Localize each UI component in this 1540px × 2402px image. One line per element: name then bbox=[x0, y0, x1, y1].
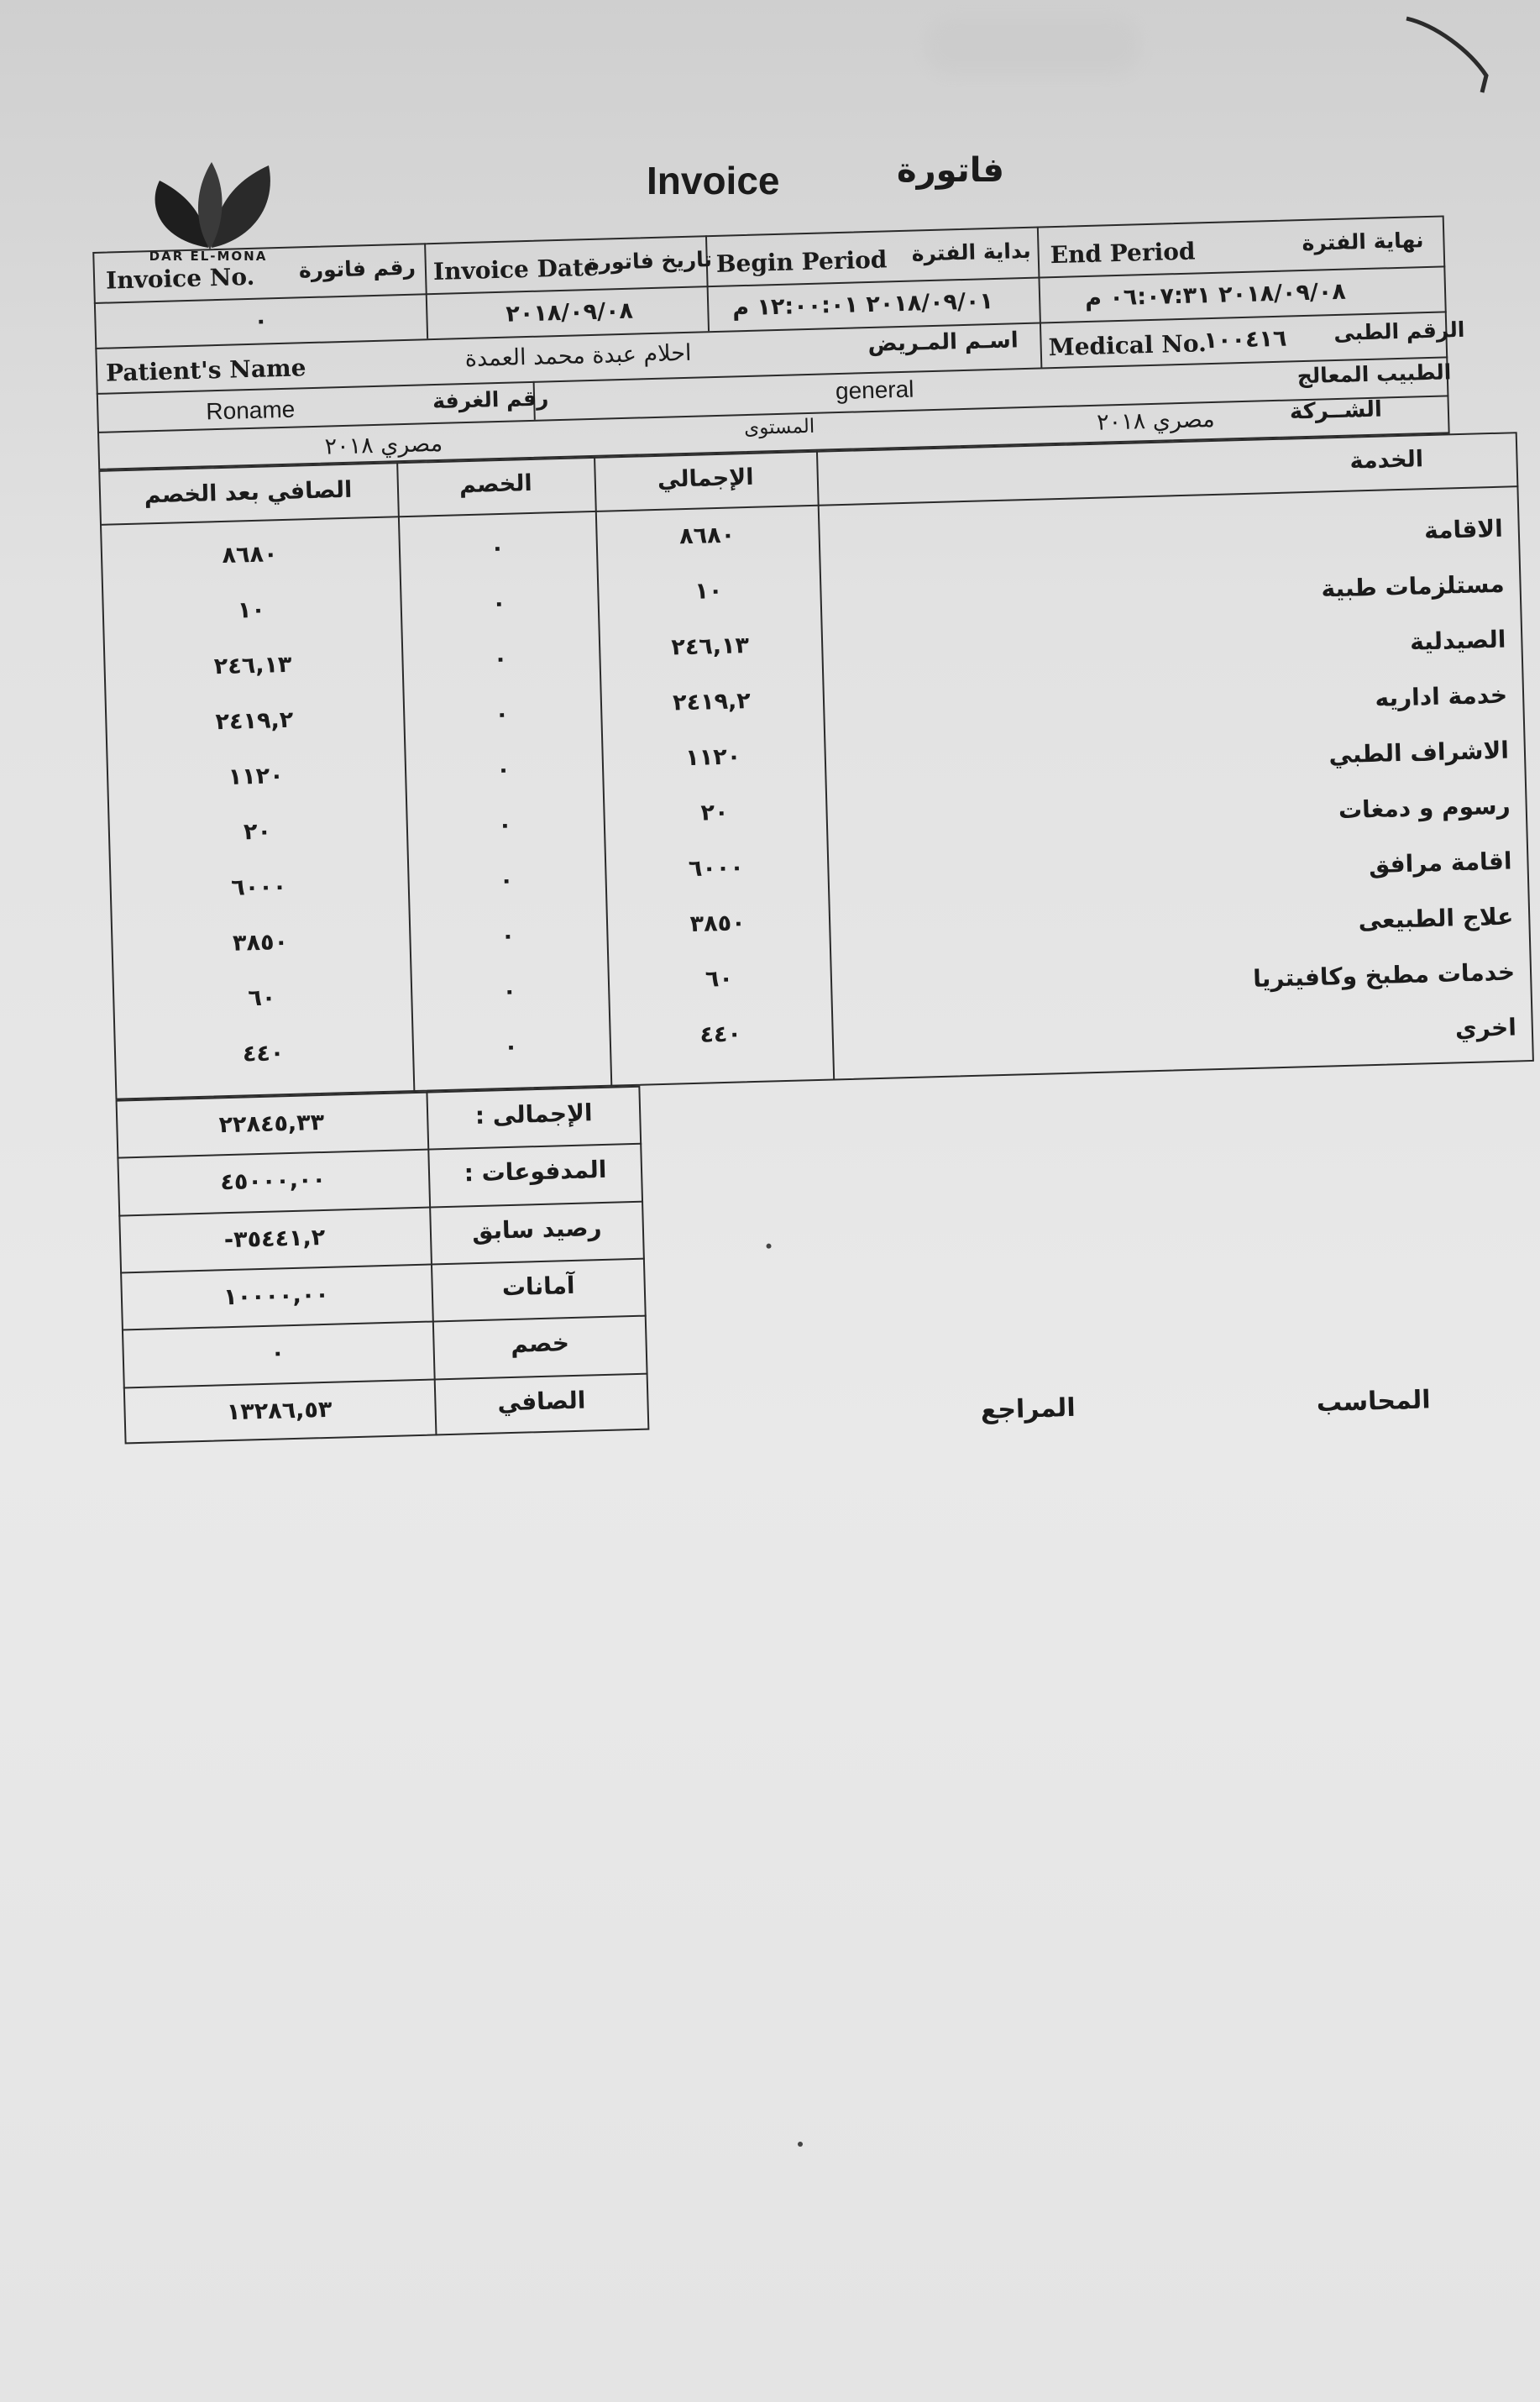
doctor-label-ar: الطبيب المعالج bbox=[1296, 359, 1452, 389]
row-service: اقامة مرافق bbox=[1368, 847, 1512, 879]
row-service: الاشراف الطبي bbox=[1328, 736, 1510, 769]
end-period-label-en: End Period bbox=[1050, 237, 1196, 270]
row-discount: ٠ bbox=[499, 867, 514, 894]
doctor-value: general bbox=[835, 375, 914, 405]
pen-mark bbox=[1402, 8, 1503, 101]
row-discount: ٠ bbox=[491, 590, 506, 617]
row-discount: ٠ bbox=[495, 756, 511, 784]
row-service: الاقامة bbox=[1423, 514, 1504, 545]
invoice-no-label-ar: رقم فاتورة bbox=[298, 254, 416, 283]
row-discount: ٠ bbox=[502, 978, 517, 1005]
summary-label: رصيد سابق bbox=[471, 1213, 602, 1245]
company-label-ar: الشــركة bbox=[1289, 396, 1383, 425]
summary-value: ١٣٢٨٦,٥٣ bbox=[226, 1396, 333, 1425]
summary-value: ٠ bbox=[270, 1340, 285, 1366]
row-total: ٢٤٦,١٣ bbox=[670, 632, 750, 661]
summary-label: الإجمالى : bbox=[474, 1099, 593, 1130]
header-discount: الخصم bbox=[458, 469, 533, 499]
level-value: مصري ٢٠١٨ bbox=[324, 430, 443, 460]
stray-dot bbox=[798, 2142, 803, 2147]
row-discount: ٠ bbox=[493, 645, 508, 673]
row-net: ٣٨٥٠ bbox=[232, 929, 289, 957]
invoice-no-label-en: Invoice No. bbox=[105, 262, 255, 295]
row-total: ١١٢٠ bbox=[684, 743, 741, 772]
row-total: ٤٤٠ bbox=[699, 1020, 742, 1048]
summary-label: آمانات bbox=[501, 1271, 575, 1302]
invoice-date-value: ٢٠١٨/٠٩/٠٨ bbox=[505, 297, 634, 328]
row-service: خدمات مطبخ وكافيتريا bbox=[1252, 957, 1516, 993]
row-service: مستلزمات طبية bbox=[1321, 569, 1505, 603]
begin-period-value: ٢٠١٨/٠٩/٠١ ١٢:٠٠:٠١ م bbox=[731, 288, 994, 322]
header-net-after-discount: الصافي بعد الخصم bbox=[144, 476, 353, 509]
row-service: علاج الطبيعى bbox=[1358, 902, 1514, 935]
invoice-sheet bbox=[92, 207, 1540, 1539]
brand-name: DAR EL-MONA bbox=[149, 249, 268, 264]
row-net: ٨٦٨٠ bbox=[222, 541, 278, 569]
room-label-ar: رقم الغرفة bbox=[432, 385, 549, 414]
row-discount: ٠ bbox=[500, 922, 516, 950]
invoice-no-value: ٠ bbox=[254, 307, 269, 334]
medical-no-value: ١٠٠٤١٦ bbox=[1203, 325, 1287, 354]
row-service: رسوم و دمغات bbox=[1338, 791, 1511, 825]
invoice-date-label-ar: تاريخ فاتورة bbox=[586, 247, 713, 275]
row-total: ٢٠ bbox=[700, 799, 729, 826]
header-total: الإجمالي bbox=[657, 464, 754, 493]
row-net: ١٠ bbox=[237, 596, 266, 624]
summary-value: ١٠٠٠٠,٠٠ bbox=[223, 1281, 330, 1311]
end-period-label-ar: نهاية الفترة bbox=[1302, 228, 1424, 256]
begin-period-label-en: Begin Period bbox=[715, 245, 888, 278]
patient-name-label-en: Patient's Name bbox=[105, 354, 306, 387]
row-net: ٢٤٦,١٣ bbox=[213, 651, 292, 680]
company-value: مصري ٢٠١٨ bbox=[1096, 406, 1216, 436]
accountant-signature-label: المحاسب bbox=[1316, 1385, 1432, 1419]
summary-label: الصافي bbox=[497, 1386, 586, 1416]
summary-value: ٤٥٠٠٠,٠٠ bbox=[220, 1167, 327, 1196]
summary-value: ٢٢٨٤٥,٣٣ bbox=[218, 1109, 325, 1139]
row-net: ٦٠٠٠ bbox=[230, 873, 287, 901]
invoice-date-label-en: Invoice Date bbox=[432, 253, 600, 286]
paper-scuff bbox=[924, 17, 1142, 76]
row-service: الصيدلية bbox=[1409, 625, 1506, 656]
row-total: ٨٦٨٠ bbox=[678, 522, 736, 550]
row-discount: ٠ bbox=[490, 534, 505, 562]
row-net: ٦٠ bbox=[247, 984, 276, 1012]
row-discount: ٠ bbox=[503, 1033, 519, 1061]
row-service: اخري bbox=[1454, 1013, 1517, 1043]
medical-no-label-ar: الرقم الطبى bbox=[1333, 317, 1465, 346]
row-net: ٢٠ bbox=[243, 818, 272, 846]
begin-period-label-ar: بداية الفترة bbox=[911, 238, 1032, 266]
header-service: الخدمة bbox=[1349, 446, 1424, 475]
auditor-signature-label: المراجع bbox=[980, 1392, 1076, 1425]
row-net: ٢٤١٩,٢ bbox=[215, 706, 294, 736]
row-total: ٦٠ bbox=[705, 965, 734, 993]
row-discount: ٠ bbox=[497, 811, 513, 839]
medical-no-label-en: Medical No. bbox=[1048, 329, 1207, 362]
row-total: ٦٠٠٠ bbox=[688, 854, 745, 883]
row-total: ٢٤١٩,٢ bbox=[672, 688, 752, 716]
patient-name-value: احلام عبدة محمد العمدة bbox=[464, 339, 692, 373]
row-net: ١١٢٠ bbox=[228, 763, 285, 790]
invoice-title-en: Invoice bbox=[647, 159, 780, 202]
summary-value: -٣٥٤٤١,٢ bbox=[223, 1224, 326, 1253]
summary-label: المدفوعات : bbox=[464, 1156, 607, 1188]
patient-name-label-ar: اسـم المـريض bbox=[867, 328, 1019, 358]
row-service: خدمة اداريه bbox=[1375, 680, 1508, 712]
level-label-ar: المستوى bbox=[743, 415, 815, 440]
row-total: ٣٨٥٠ bbox=[689, 910, 746, 938]
row-discount: ٠ bbox=[495, 700, 510, 728]
room-value: Roname bbox=[205, 396, 296, 425]
invoice-title-ar: فاتورة bbox=[897, 151, 1004, 190]
summary-label: خصم bbox=[510, 1329, 570, 1359]
row-net: ٤٤٠ bbox=[242, 1040, 285, 1067]
end-period-value: ٢٠١٨/٠٩/٠٨ ٠٦:٠٧:٣١ م bbox=[1084, 278, 1347, 312]
row-total: ١٠ bbox=[694, 577, 723, 605]
